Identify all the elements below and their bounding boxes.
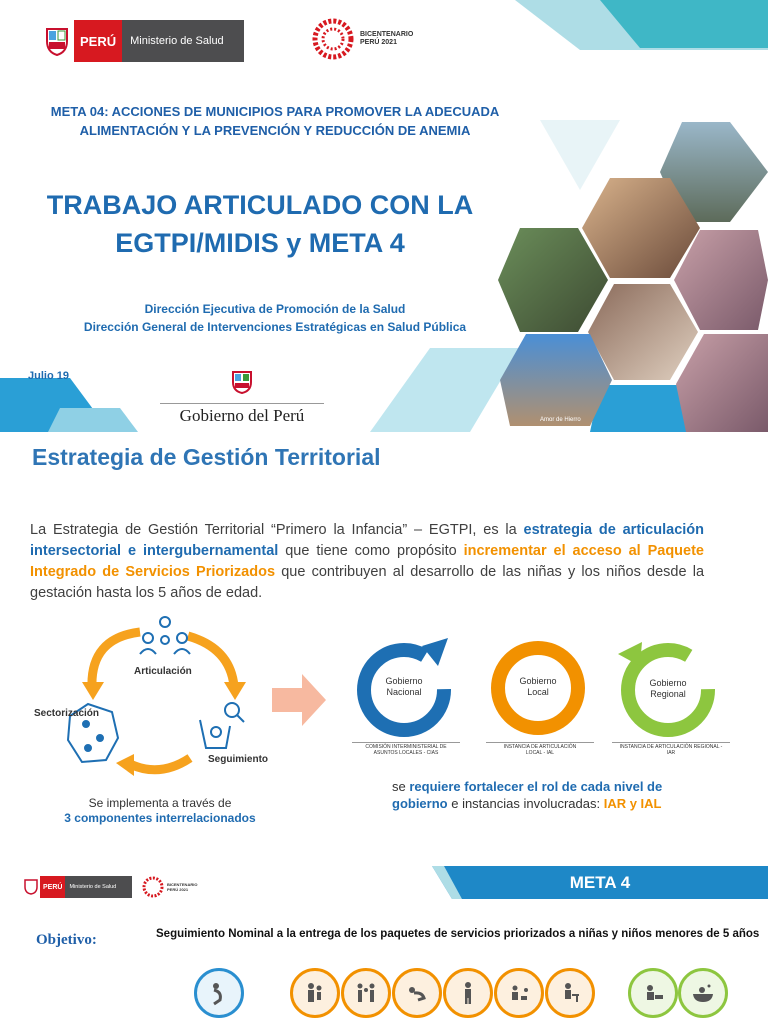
description-paragraph xyxy=(30,520,704,604)
gobierno-peru-logo xyxy=(160,370,324,426)
seguimiento-label: Seguimiento xyxy=(208,754,269,765)
estrategia-slide xyxy=(0,432,768,862)
bicentenario-emblem-icon xyxy=(312,18,354,60)
gobierno-peru-label: Gobierno del Perú xyxy=(179,406,305,425)
objetivo-label: Objetivo: xyxy=(36,932,97,948)
coat-of-arms-icon xyxy=(40,20,74,62)
ring-gobierno-nacional xyxy=(352,632,464,762)
sectorizacion-label: Sectorización xyxy=(34,708,100,719)
photo-hex-6 xyxy=(500,334,612,426)
ring-label-3a: Gobierno xyxy=(649,678,687,688)
ring-label-3b: Regional xyxy=(650,689,686,699)
implementa-text: Se implementa a través de xyxy=(88,796,232,810)
para-highlight-blue: estrategia de articulación intersectorial e intergubernamental xyxy=(30,522,705,559)
ring-label-1b: Nacional xyxy=(386,687,422,697)
components-cycle-diagram xyxy=(30,608,270,798)
fortalecer-highlight-orange: IAR y IAL xyxy=(603,796,662,811)
bicentenario-logo-small xyxy=(142,876,197,898)
fortalecer-text xyxy=(392,778,712,812)
cover-slide xyxy=(0,0,768,432)
handwash-icon xyxy=(628,968,678,1018)
ministerio-salud-logo xyxy=(40,20,244,62)
peru-label-small: PERÚ xyxy=(40,876,65,898)
para-text-3: que contribuyen al desarrollo de las niñas y los niños desde la gestación hasta los 5 años de edad. xyxy=(30,564,705,601)
bicentenario-line1: BICENTENARIO xyxy=(360,31,414,38)
pregnancy-icon xyxy=(194,968,244,1018)
ring-caption-1a: COMISIÓN INTERMINISTERIAL DE xyxy=(365,744,447,750)
bicentenario-emblem-icon xyxy=(142,876,164,898)
coat-of-arms-icon xyxy=(231,370,253,394)
bicentenario-line1-small: BICENTENARIO xyxy=(167,882,198,887)
ring-gobierno-local xyxy=(486,632,598,762)
ring-caption-3a: INSTANCIA DE ARTICULACIÓN REGIONAL - xyxy=(619,744,723,750)
ministry-label: Ministerio de Salud xyxy=(122,20,244,62)
bicentenario-line2-small: PERÚ 2021 xyxy=(167,887,189,892)
family-icon xyxy=(290,968,340,1018)
articulacion-label: Articulación xyxy=(134,666,192,677)
meta-title-line2: ALIMENTACIÓN Y LA PREVENCIÓN Y REDUCCIÓN DE ANEMIA xyxy=(79,123,471,138)
ring-caption-1b: ASUNTOS LOCALES - CIAS xyxy=(373,750,439,756)
direcciones xyxy=(0,300,550,336)
main-title xyxy=(0,186,520,262)
meta4-slide xyxy=(0,862,768,1024)
child-standing-icon xyxy=(443,968,493,1018)
main-title-line1: TRABAJO ARTICULADO CON LA xyxy=(46,190,474,220)
ring-caption-2a: INSTANCIA DE ARTICULACIÓN xyxy=(503,744,577,750)
ring-label-2a: Gobierno xyxy=(519,676,557,686)
ring-caption-3b: IAR xyxy=(666,750,676,756)
componentes-text: 3 componentes interrelacionados xyxy=(64,811,256,825)
photo-caption: Amor de Hierro xyxy=(540,417,581,423)
ring-caption-2b: LOCAL - IAL xyxy=(525,750,555,756)
ministerio-salud-logo-small xyxy=(22,876,132,898)
ministry-label-small: Ministerio de Salud xyxy=(65,876,132,898)
coat-of-arms-icon xyxy=(22,876,40,898)
direccion-1: Dirección Ejecutiva de Promoción de la Salud xyxy=(144,302,406,316)
para-highlight-orange: incrementar el acceso al Paquete Integrado de Servicios Priorizados xyxy=(30,543,704,580)
fortalecer-text-1: se xyxy=(392,779,410,794)
ring-gobierno-regional xyxy=(612,632,732,762)
seguimiento-icon xyxy=(200,703,244,748)
fortalecer-highlight-blue: requiere fortalecer el rol de cada nivel de gobierno xyxy=(392,779,663,811)
play-icon xyxy=(494,968,544,1018)
bath-icon xyxy=(678,968,728,1018)
meta-title xyxy=(0,102,550,140)
ring-label-1a: Gobierno xyxy=(385,676,423,686)
direccion-2: Dirección General de Intervenciones Estratégicas en Salud Pública xyxy=(83,320,467,334)
meta4-title: META 4 xyxy=(569,873,631,892)
bicentenario-line2: PERÚ 2021 xyxy=(360,39,397,46)
bicentenario-logo xyxy=(312,18,413,60)
photo-hex-7 xyxy=(676,334,768,432)
peru-label: PERÚ xyxy=(74,20,122,62)
meta-title-line1: META 04: ACCIONES DE MUNICIPIOS PARA PROMOVER LA ADECUADA xyxy=(50,104,500,119)
family-group-icon xyxy=(341,968,391,1018)
para-text-1: La Estrategia de Gestión Territorial “Primero la Infancia” – EGTPI, es la xyxy=(30,522,524,538)
right-arrow-icon xyxy=(272,672,328,728)
para-text-2: que tiene como propósito xyxy=(278,543,464,559)
slide-title: Estrategia de Gestión Territorial xyxy=(32,444,381,470)
baby-crawl-icon xyxy=(392,968,442,1018)
objetivo-text: Seguimiento Nominal a la entrega de los paquetes de servicios priorizados a niñas y niños menores de 5 años xyxy=(156,928,760,940)
main-title-line2: EGTPI/MIDIS y META 4 xyxy=(115,228,405,258)
child-study-icon xyxy=(545,968,595,1018)
ring-label-2b: Local xyxy=(527,687,549,697)
fortalecer-text-2: e instancias involucradas: xyxy=(447,796,604,811)
articulacion-icon xyxy=(140,617,190,654)
photo-collage xyxy=(490,118,768,432)
fecha: Julio 19 xyxy=(28,370,69,382)
components-note xyxy=(50,796,270,826)
